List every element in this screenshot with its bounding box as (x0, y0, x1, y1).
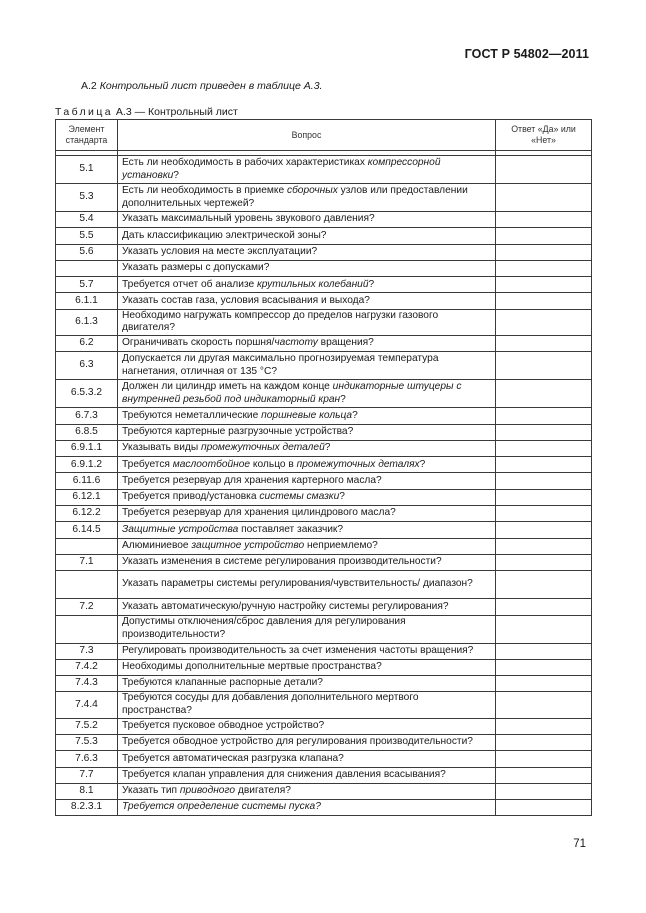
answer-cell[interactable] (496, 244, 592, 260)
standard-code: ГОСТ Р 54802—2011 (464, 47, 589, 61)
question-italic-segment: Защитные устройства (122, 523, 239, 535)
answer-cell[interactable] (496, 767, 592, 783)
answer-cell[interactable] (496, 734, 592, 750)
table-body (56, 151, 592, 816)
answer-cell[interactable] (496, 352, 592, 380)
table-row (56, 599, 592, 615)
question-text (122, 736, 473, 747)
element-cell: 7.5.3 (56, 734, 118, 750)
question-text (122, 426, 353, 437)
question-segment: Требуется резервуар для хранения цилиндрового масла? (122, 507, 396, 519)
question-segment: Указать максимальный уровень звукового давления? (122, 213, 375, 225)
answer-cell[interactable] (496, 440, 592, 456)
table-caption (55, 106, 238, 118)
element-cell: 7.6.3 (56, 751, 118, 767)
table-row (56, 352, 592, 380)
element-cell: 7.4.3 (56, 676, 118, 692)
question-segment: Указывать виды (122, 442, 201, 454)
question-segment: Допускается ли другая максимально прогнозируемая температура нагнетания, отличная от 135 °С? (122, 353, 439, 377)
question-cell (118, 335, 496, 351)
question-cell (118, 260, 496, 276)
table-row (56, 424, 592, 440)
question-cell (118, 554, 496, 570)
question-text (122, 262, 269, 273)
question-segment: Допустимы отключения/сброс давления для регулирования производительности? (122, 616, 406, 641)
answer-cell[interactable] (496, 599, 592, 615)
table-row (56, 718, 592, 734)
question-cell (118, 718, 496, 734)
element-cell: 7.4.2 (56, 659, 118, 675)
question-segment: Требуются клапанные распорные детали? (122, 677, 323, 689)
table-row (56, 734, 592, 750)
table-row (56, 408, 592, 424)
element-cell: 6.2 (56, 335, 118, 351)
question-segment: Ограничивать скорость поршня/ (122, 337, 275, 349)
answer-cell[interactable] (496, 156, 592, 184)
question-segment: Требуются картерные разгрузочные устройства? (122, 425, 354, 437)
question-text (122, 246, 317, 257)
question-text (122, 677, 323, 688)
question-text (122, 720, 324, 731)
element-cell: 5.6 (56, 244, 118, 260)
answer-cell[interactable] (496, 692, 592, 718)
table-row (56, 659, 592, 675)
checklist-table (55, 119, 592, 816)
answer-cell[interactable] (496, 293, 592, 309)
question-cell (118, 408, 496, 424)
question-text (122, 353, 438, 377)
element-cell (56, 538, 118, 554)
element-cell: 6.1.3 (56, 309, 118, 335)
question-cell (118, 692, 496, 718)
element-cell: 5.7 (56, 277, 118, 293)
question-cell (118, 228, 496, 244)
answer-cell[interactable] (496, 800, 592, 816)
question-text (122, 475, 382, 486)
element-cell: 7.5.2 (56, 718, 118, 734)
table-row (56, 293, 592, 309)
question-segment: двигателя? (235, 785, 291, 797)
question-text (122, 295, 370, 306)
element-cell: 5.4 (56, 212, 118, 228)
answer-cell[interactable] (496, 554, 592, 570)
question-text (122, 645, 473, 656)
question-cell (118, 643, 496, 659)
answer-cell[interactable] (496, 335, 592, 351)
table-row (56, 783, 592, 799)
question-segment: поставляет заказчик? (238, 523, 344, 535)
question-italic-segment: Требуется определение системы пуска? (122, 801, 321, 813)
element-cell: 6.5.3.2 (56, 380, 118, 408)
element-cell: 5.1 (56, 156, 118, 184)
question-italic-segment: защитное устройство (191, 539, 305, 551)
intro-prefix: А.2 (81, 80, 100, 92)
answer-cell[interactable] (496, 184, 592, 212)
element-cell: 6.7.3 (56, 408, 118, 424)
element-cell: 7.4.4 (56, 692, 118, 718)
question-segment: Необходимы дополнительные мертвые пространства? (122, 661, 382, 673)
answer-cell[interactable] (496, 659, 592, 675)
header-question: Вопрос (118, 120, 496, 151)
question-cell (118, 293, 496, 309)
table-row (56, 571, 592, 599)
question-cell (118, 800, 496, 816)
element-cell: 6.14.5 (56, 522, 118, 538)
element-cell: 6.3 (56, 352, 118, 380)
question-text (122, 661, 382, 672)
answer-cell[interactable] (496, 260, 592, 276)
answer-cell[interactable] (496, 522, 592, 538)
element-cell: 6.11.6 (56, 473, 118, 489)
question-cell (118, 571, 496, 599)
question-segment: узлов или предоставлении дополнительных чертежей? (122, 184, 468, 209)
table-row (56, 473, 592, 489)
question-segment: кольцо в (250, 458, 297, 470)
question-text (122, 616, 406, 640)
question-italic-segment: системы смазки (259, 491, 340, 503)
table-row (56, 260, 592, 276)
element-cell: 6.1.1 (56, 293, 118, 309)
question-cell (118, 734, 496, 750)
question-cell (118, 489, 496, 505)
answer-cell[interactable] (496, 506, 592, 522)
question-text (122, 381, 461, 405)
question-italic-segment: крутильных колебаний (257, 278, 369, 290)
question-cell (118, 184, 496, 212)
question-segment: ? (324, 442, 331, 454)
element-cell: 7.1 (56, 554, 118, 570)
element-cell (56, 615, 118, 643)
question-segment: Указать тип (122, 785, 180, 797)
answer-cell[interactable] (496, 380, 592, 408)
question-segment: Требуется автоматическая разгрузка клапана? (122, 752, 344, 764)
question-text (122, 310, 438, 334)
question-segment: Требуются сосуды для добавления дополнительного мертвого пространства? (122, 692, 419, 717)
question-text (122, 279, 374, 290)
answer-cell[interactable] (496, 571, 592, 599)
answer-cell[interactable] (496, 489, 592, 505)
element-cell (56, 571, 118, 599)
question-cell (118, 277, 496, 293)
question-segment: вращения? (317, 337, 374, 349)
question-segment: Указать размеры с допусками? (122, 262, 270, 274)
question-cell (118, 473, 496, 489)
question-cell (118, 457, 496, 473)
question-cell (118, 352, 496, 380)
element-cell: 5.3 (56, 184, 118, 212)
question-segment: ? (419, 458, 426, 470)
header-element: Элемент стандарта (56, 120, 118, 151)
question-segment: ? (173, 169, 179, 181)
element-cell (56, 260, 118, 276)
intro-paragraph (81, 80, 322, 92)
question-cell (118, 767, 496, 783)
question-italic-segment: компрессорной установки (122, 156, 441, 181)
answer-cell[interactable] (496, 538, 592, 554)
question-text (122, 230, 326, 241)
element-cell: 6.12.1 (56, 489, 118, 505)
element-cell: 6.9.1.1 (56, 440, 118, 456)
answer-cell[interactable] (496, 212, 592, 228)
question-text (122, 540, 378, 551)
table-row (56, 554, 592, 570)
question-cell (118, 538, 496, 554)
element-cell: 8.2.3.1 (56, 800, 118, 816)
question-segment: Требуется пусковое обводное устройство? (122, 719, 325, 731)
question-text (122, 578, 473, 589)
question-cell (118, 440, 496, 456)
answer-cell[interactable] (496, 309, 592, 335)
question-italic-segment: сборочных (286, 184, 338, 196)
question-text (122, 185, 468, 209)
question-segment: Есть ли необходимость в приемке (122, 184, 287, 196)
question-cell (118, 783, 496, 799)
question-segment: неприемлемо? (304, 539, 378, 551)
answer-cell[interactable] (496, 424, 592, 440)
question-segment: Необходимо нагружать компрессор до пределов нагрузки газового двигателя? (122, 309, 439, 334)
question-segment: Требуется привод/установка (122, 491, 260, 503)
question-cell (118, 156, 496, 184)
answer-cell[interactable] (496, 751, 592, 767)
intro-italic: Контрольный лист приведен в таблице А.3. (99, 80, 323, 92)
question-italic-segment: поршневые кольца (261, 409, 353, 421)
question-italic-segment: промежуточных деталях (296, 458, 420, 470)
element-cell: 8.1 (56, 783, 118, 799)
question-text (122, 769, 446, 780)
question-segment: Указать параметры системы регулирования/чувствительность/ диапазон? (122, 578, 473, 590)
table-row (56, 800, 592, 816)
question-text (122, 692, 419, 716)
table-row (56, 489, 592, 505)
question-segment: Требуется отчет об анализе (122, 278, 257, 290)
question-cell (118, 751, 496, 767)
table-row (56, 643, 592, 659)
question-cell (118, 424, 496, 440)
question-cell (118, 212, 496, 228)
table-row (56, 228, 592, 244)
question-segment: Требуются неметаллические (122, 409, 262, 421)
question-segment: Требуется (122, 458, 173, 470)
question-text (122, 753, 344, 764)
question-segment: Дать классификацию электрической зоны? (122, 229, 327, 241)
element-cell: 7.3 (56, 643, 118, 659)
table-row (56, 440, 592, 456)
table-row (56, 457, 592, 473)
table-row (56, 538, 592, 554)
question-text (122, 459, 425, 470)
table-row (56, 615, 592, 643)
question-cell (118, 599, 496, 615)
question-cell (118, 676, 496, 692)
caption-title: А.3 — Контрольный лист (112, 106, 238, 118)
question-cell (118, 309, 496, 335)
table-row (56, 380, 592, 408)
question-segment: ? (339, 491, 345, 503)
question-segment: Требуется обводное устройство для регулирования производительности? (122, 736, 473, 748)
question-text (122, 442, 330, 453)
element-cell: 5.5 (56, 228, 118, 244)
table-row (56, 751, 592, 767)
table-row (56, 277, 592, 293)
element-cell: 6.12.2 (56, 506, 118, 522)
question-italic-segment: приводного (179, 785, 236, 797)
answer-cell[interactable] (496, 643, 592, 659)
question-segment: Требуется резервуар для хранения картерного масла? (122, 474, 382, 486)
question-segment: Алюминиевое (122, 539, 192, 551)
question-segment: Указать автоматическую/ручную настройку системы регулирования? (122, 600, 449, 612)
table-row (56, 309, 592, 335)
question-segment: Указать изменения в системе регулирования производительности? (122, 556, 442, 568)
table-row (56, 184, 592, 212)
question-italic-segment: частоту (274, 337, 318, 349)
page-number: 71 (573, 838, 586, 850)
table-row (56, 767, 592, 783)
question-italic-segment: индикаторные штуцеры с внутренней резьбой под индикаторный кран (122, 381, 462, 405)
answer-cell[interactable] (496, 783, 592, 799)
question-text (122, 337, 374, 348)
table-row (56, 522, 592, 538)
answer-cell[interactable] (496, 457, 592, 473)
element-cell: 7.2 (56, 599, 118, 615)
question-text (122, 601, 449, 612)
table-row (56, 156, 592, 184)
question-cell (118, 506, 496, 522)
header-answer: Ответ «Да» или «Нет» (496, 120, 592, 151)
table-row (56, 244, 592, 260)
answer-cell[interactable] (496, 228, 592, 244)
answer-cell[interactable] (496, 473, 592, 489)
table-row (56, 212, 592, 228)
question-text (122, 157, 441, 181)
table-row (56, 335, 592, 351)
element-cell: 7.7 (56, 767, 118, 783)
question-segment: ? (368, 278, 375, 290)
question-cell (118, 615, 496, 643)
answer-cell[interactable] (496, 408, 592, 424)
answer-cell[interactable] (496, 718, 592, 734)
question-segment: Указать условия на месте эксплуатации? (122, 245, 318, 257)
caption-label: Таблица (55, 106, 113, 118)
question-text (122, 213, 375, 224)
table-header-row (56, 120, 592, 151)
element-cell: 6.9.1.2 (56, 457, 118, 473)
table-row (56, 506, 592, 522)
question-text (122, 556, 442, 567)
answer-cell[interactable] (496, 277, 592, 293)
question-text (122, 785, 291, 796)
question-segment: Требуется клапан управления для снижения давления всасывания? (122, 768, 446, 780)
question-cell (118, 659, 496, 675)
question-text (122, 507, 396, 518)
question-segment: Указать состав газа, условия всасывания и выхода? (122, 294, 370, 306)
question-cell (118, 380, 496, 408)
question-segment: Есть ли необходимость в рабочих характеристиках (122, 156, 368, 168)
question-text (122, 491, 345, 502)
question-italic-segment: промежуточных деталей (200, 442, 325, 454)
question-cell (118, 522, 496, 538)
question-segment: Должен ли цилиндр иметь на каждом конце (122, 381, 333, 393)
question-text (122, 410, 358, 421)
table-row (56, 676, 592, 692)
question-italic-segment: маслоотбойное (172, 458, 251, 470)
question-segment: ? (352, 409, 358, 421)
element-cell: 6.8.5 (56, 424, 118, 440)
question-text (122, 524, 343, 535)
question-segment: Регулировать производительность за счет изменения частоты вращения? (122, 644, 474, 656)
answer-cell[interactable] (496, 676, 592, 692)
question-text (122, 801, 321, 812)
question-segment: ? (340, 393, 346, 405)
question-cell (118, 244, 496, 260)
answer-cell[interactable] (496, 615, 592, 643)
table-row (56, 692, 592, 718)
